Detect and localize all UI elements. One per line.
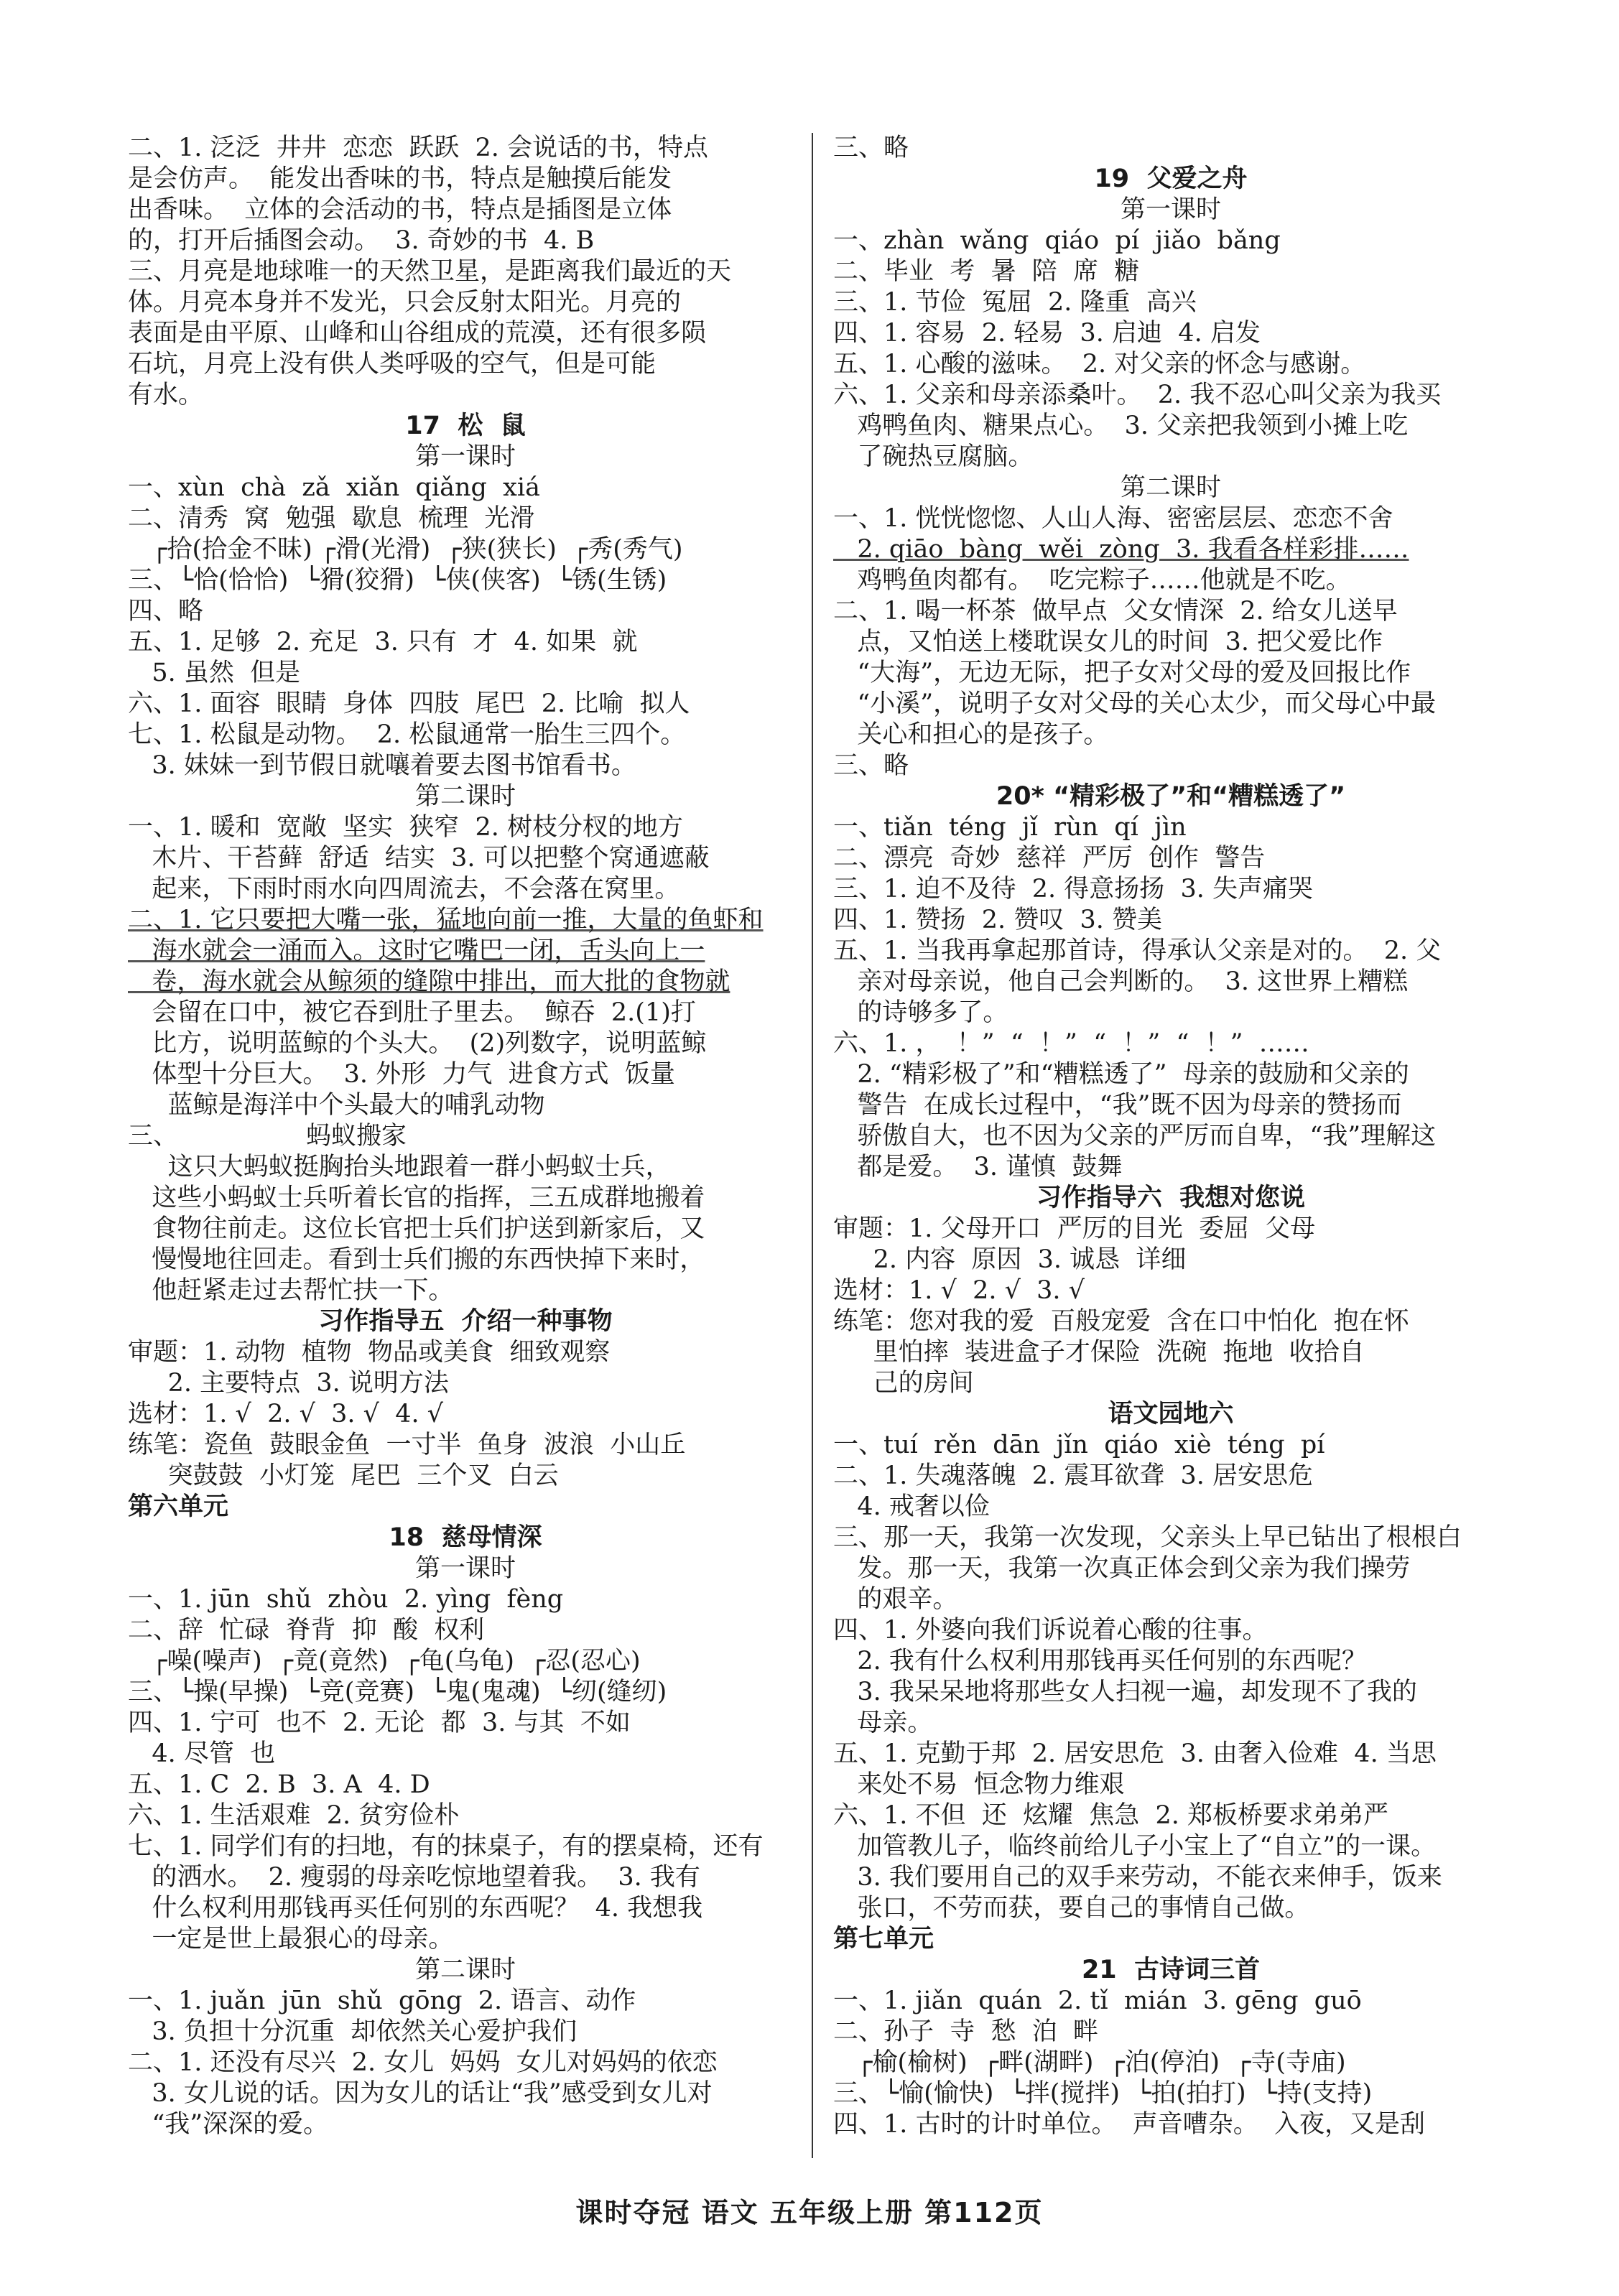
answer-line: 鸡鸭鱼肉都有。 吃完粽子……他就是不吃。 (833, 566, 1351, 595)
answer-line: 有水。 (128, 381, 204, 409)
answer-line: 了碗热豆腐脑。 (833, 442, 1034, 471)
answer-line: 二、辞 忙碌 脊背 抑 酸 权利 (128, 1616, 485, 1645)
answer-line: 五、1. C 2. B 3. A 4. D (128, 1770, 430, 1799)
answer-line: 一、tuí rěn dān jǐn qiáo xiè téng pí (833, 1431, 1325, 1459)
answer-line: 六、1. 不但 还 炫耀 焦急 2. 郑板桥要求弟弟严 (833, 1801, 1389, 1830)
section-title: 18 慈母情深 (389, 1523, 542, 1552)
answer-line: 四、1. 宁可 也不 2. 无论 都 3. 与其 不如 (128, 1709, 631, 1737)
answer-line: 突鼓鼓 小灯笼 尾巴 三个叉 白云 (128, 1461, 559, 1490)
unit-heading: 第六单元 (128, 1492, 229, 1521)
answer-line: 三、└恰(恰恰) └猾(狡猾) └侠(侠客) └锈(生锈) (128, 566, 667, 595)
answer-line: 2. 我有什么权利用那钱再买任何别的东西呢？ (833, 1647, 1367, 1675)
answer-line: 三、 蚂蚁搬家 (128, 1122, 407, 1151)
section-title: 21 古诗词三首 (1081, 1956, 1261, 1984)
answer-line: 二、1. 还没有尽兴 2. 女儿 妈妈 女儿对妈妈的依恋 (128, 2048, 718, 2077)
answer-line: 四、1. 古时的计时单位。 声音嘈杂。 入夜，又是刮 (833, 2110, 1426, 2139)
answer-line: 卷，海水就会从鲸须的缝隙中排出，而大批的食物就 (128, 967, 730, 996)
section-title: 习作指导五 介绍一种事物 (318, 1307, 613, 1336)
column-divider (812, 133, 813, 2158)
answer-line: 3. 妹妹一到节假日就嚷着要去图书馆看书。 (128, 751, 636, 780)
answer-line: 食物往前走。这位长官把士兵们护送到新家后，又 (128, 1214, 705, 1243)
answer-line: 三、1. 节俭 冤屈 2. 隆重 高兴 (833, 288, 1197, 317)
answer-line: 表面是由平原、山峰和山谷组成的荒漠，还有很多陨 (128, 319, 707, 348)
answer-line: 六、1. 生活艰难 2. 贫穷俭朴 (128, 1801, 460, 1830)
answer-line: 的诗够多了。 (833, 998, 1008, 1027)
section-title: 语文园地六 (1108, 1400, 1234, 1428)
answer-line: 一定是世上最狠心的母亲。 (128, 1925, 454, 1953)
answer-line: 五、1. 当我再拿起那首诗，得承认父亲是对的。 2. 父 (833, 936, 1442, 965)
answer-line: “大海”，无边无际，把子女对父母的爱及回报比作 (833, 659, 1411, 687)
right-column (833, 133, 1508, 2140)
answer-line: 体。月亮本身并不发光，只会反射太阳光。月亮的 (128, 288, 682, 317)
answer-line: 七、1. 同学们有的扫地，有的抹桌子，有的摆桌椅，还有 (128, 1832, 764, 1861)
answer-line: 一、1. 恍恍惚惚、人山人海、密密层层、恋恋不舍 (833, 504, 1393, 533)
answer-line: 六、1. 父亲和母亲添桑叶。 2. 我不忍心叫父亲为我买 (833, 381, 1442, 409)
answer-line: 母亲。 (833, 1709, 933, 1737)
answer-line: 会留在口中，被它吞到肚子里去。 鲸吞 2.(1)打 (128, 998, 696, 1027)
answer-line: ┌拾(拾金不昧) ┌滑(光滑) ┌狭(狭长) ┌秀(秀气) (128, 535, 683, 564)
answer-line: 2. qiāo bàng wěi zòng 3. 我看各样彩排…… (833, 535, 1409, 564)
answer-line: 点，又怕送上楼耽误女儿的时间 3. 把父爱比作 (833, 628, 1383, 656)
answer-line: 四、1. 外婆向我们诉说着心酸的往事。 (833, 1616, 1268, 1645)
answer-line: 一、1. juǎn jūn shǔ gōng 2. 语言、动作 (128, 1986, 636, 2015)
answer-line: 六、1. ， ！” “ ！” “ ！” “ ！” …… (833, 1029, 1309, 1058)
answer-line: 选材：1. √ 2. √ 3. √ (833, 1276, 1085, 1305)
answer-line: 选材：1. √ 2. √ 3. √ 4. √ (128, 1400, 444, 1428)
answer-line: 一、1. jiǎn quán 2. tǐ mián 3. gēng guō (833, 1986, 1362, 2015)
answer-line: 比方，说明蓝鲸的个头大。 (2)列数字，说明蓝鲸 (128, 1029, 707, 1058)
answer-line: 加管教儿子，临终前给儿子小宝上了“自立”的一课。 (833, 1832, 1437, 1861)
answer-line: 的艰辛。 (833, 1585, 958, 1614)
answer-line: 三、那一天，我第一次发现，父亲头上早已钻出了根根白 (833, 1523, 1462, 1552)
answer-line: 四、1. 容易 2. 轻易 3. 启迪 4. 启发 (833, 319, 1261, 348)
answer-line: 练笔：瓷鱼 鼓眼金鱼 一寸半 鱼身 波浪 小山丘 (128, 1431, 686, 1459)
lesson-subtitle: 第一课时 (414, 442, 516, 471)
answer-line: 二、1. 它只要把大嘴一张，猛地向前一推，大量的鱼虾和 (128, 906, 764, 934)
answer-line: 六、1. 面容 眼睛 身体 四肢 尾巴 2. 比喻 拟人 (128, 689, 690, 718)
answer-line: 一、1. 暖和 宽敞 坚实 狭窄 2. 树枝分杈的地方 (128, 813, 684, 842)
answer-line: 的，打开后插图会动。 3. 奇妙的书 4. B (128, 226, 595, 255)
lesson-subtitle: 第二课时 (414, 782, 516, 811)
answer-line: 3. 我呆呆地将那些女人扫视一遍，却发现不了我的 (833, 1678, 1417, 1706)
answer-line: 木片、干苔藓 舒适 结实 3. 可以把整个窝通遮蔽 (128, 844, 710, 873)
answer-line: 的洒水。 2. 瘦弱的母亲吃惊地望着我。 3. 我有 (128, 1863, 700, 1892)
answer-line: “小溪”，说明子女对父母的关心太少，而父母心中最 (833, 689, 1437, 718)
answer-line: 是会仿声。 能发出香味的书，特点是触摸后能发 (128, 164, 672, 193)
answer-line: 发。那一天，我第一次真正体会到父亲为我们操劳 (833, 1554, 1411, 1583)
answer-line: 一、1. jūn shǔ zhòu 2. yìng fèng (128, 1585, 564, 1614)
answer-line: 五、1. 克勤于邦 2. 居安思危 3. 由奢入俭难 4. 当思 (833, 1739, 1437, 1768)
answer-line: 什么权利用那钱再买任何别的东西呢？ 4. 我想我 (128, 1894, 703, 1923)
left-column (128, 133, 803, 2140)
answer-line: 他赶紧走过去帮忙扶一下。 (128, 1276, 454, 1305)
answer-line: 一、xùn chà zǎ xiǎn qiǎng xiá (128, 473, 540, 502)
answer-line: 二、漂亮 奇妙 慈祥 严厉 创作 警告 (833, 844, 1266, 873)
answer-line: 二、1. 喝一杯茶 做早点 父女情深 2. 给女儿送早 (833, 597, 1398, 626)
answer-line: 4. 戒奢以俭 (833, 1492, 990, 1521)
answer-line: 警告 在成长过程中，“我”既不因为母亲的赞扬而 (833, 1091, 1402, 1120)
answer-line: 鸡鸭鱼肉、糖果点心。 3. 父亲把我领到小摊上吃 (833, 412, 1409, 440)
answer-line: 体型十分巨大。 3. 外形 力气 进食方式 饭量 (128, 1060, 675, 1089)
answer-line: ┌噪(噪声) ┌竟(竟然) ┌龟(乌龟) ┌忍(忍心) (128, 1647, 641, 1675)
answer-line: 慢慢地往回走。看到士兵们搬的东西快掉下来时， (128, 1245, 705, 1274)
answer-line: 4. 尽管 也 (128, 1739, 276, 1768)
lesson-subtitle: 第一课时 (1120, 195, 1221, 224)
answer-line: 三、└操(早操) └竞(竞赛) └鬼(鬼魂) └纫(缝纫) (128, 1678, 667, 1706)
answer-line: 四、1. 赞扬 2. 赞叹 3. 赞美 (833, 906, 1163, 934)
answer-line: 三、略 (833, 751, 909, 780)
answer-line: 石坑，月亮上没有供人类呼吸的空气，但是可能 (128, 350, 657, 378)
answer-line: “我”深深的爱。 (128, 2110, 329, 2139)
answer-line: 三、月亮是地球唯一的天然卫星，是距离我们最近的天 (128, 257, 732, 286)
answer-line: 2. 内容 原因 3. 诚恳 详细 (833, 1245, 1187, 1274)
answer-line: 三、└愉(愉快) └拌(搅拌) └拍(拍打) └持(支持) (833, 2079, 1373, 2108)
answer-line: 五、1. 心酸的滋味。 2. 对父亲的怀念与感谢。 (833, 350, 1366, 378)
answer-line: 审题：1. 父母开口 严厉的目光 委屈 父母 (833, 1214, 1316, 1243)
section-title: 17 松 鼠 (405, 412, 526, 440)
answer-line: 二、1. 泛泛 井井 恋恋 跃跃 2. 会说话的书，特点 (128, 134, 709, 162)
answer-line: 二、清秀 窝 勉强 歇息 梳理 光滑 (128, 504, 535, 533)
answer-line: 一、zhàn wǎng qiáo pí jiǎo bǎng (833, 226, 1281, 255)
unit-heading: 第七单元 (833, 1925, 934, 1953)
lesson-subtitle: 第二课时 (414, 1956, 516, 1984)
answer-line: 七、1. 松鼠是动物。 2. 松鼠通常一胎生三四个。 (128, 720, 686, 749)
answer-line: 这只大蚂蚁挺胸抬头地跟着一群小蚂蚁士兵， (128, 1153, 671, 1181)
lesson-subtitle: 第一课时 (414, 1554, 516, 1583)
answer-line: 张口，不劳而获，要自己的事情自己做。 (833, 1894, 1310, 1923)
page-footer: 课时夺冠 语文 五年级上册 第112页 (575, 2197, 1044, 2228)
answer-line: 四、略 (128, 597, 204, 626)
answer-line: 蓝鲸是海洋中个头最大的哺乳动物 (128, 1091, 545, 1120)
section-title: 19 父爱之舟 (1094, 164, 1248, 193)
answer-line: 里怕摔 装进盒子才保险 洗碗 拖地 收拾自 (833, 1338, 1365, 1367)
answer-line: 这些小蚂蚁士兵听着长官的指挥，三五成群地搬着 (128, 1184, 705, 1212)
answer-line: 海水就会一涌而入。这时它嘴巴一闭，舌头向上一 (128, 936, 705, 965)
answer-line: 关心和担心的是孩子。 (833, 720, 1109, 749)
answer-line: 3. 女儿说的话。因为女儿的话让“我”感受到女儿对 (128, 2079, 713, 2108)
answer-line: 2. 主要特点 3. 说明方法 (128, 1369, 449, 1398)
answer-line: 3. 负担十分沉重 却依然关心爱护我们 (128, 2017, 577, 2046)
answer-line: 二、孙子 寺 愁 泊 畔 (833, 2017, 1099, 2046)
answer-line: 己的房间 (833, 1369, 974, 1398)
answer-line: 出香味。 立体的会活动的书，特点是插图是立体 (128, 195, 672, 224)
section-title: 习作指导六 我想对您说 (1036, 1184, 1306, 1212)
lesson-subtitle: 第二课时 (1120, 473, 1221, 502)
answer-line: 五、1. 足够 2. 充足 3. 只有 才 4. 如果 就 (128, 628, 638, 656)
answer-line: 亲对母亲说，他自己会判断的。 3. 这世界上糟糕 (833, 967, 1409, 996)
answer-line: 一、tiǎn téng jǐ rùn qí jìn (833, 813, 1187, 842)
answer-line: 三、1. 迫不及待 2. 得意扬扬 3. 失声痛哭 (833, 875, 1314, 903)
answer-line: 二、1. 失魂落魄 2. 震耳欲聋 3. 居安思危 (833, 1461, 1314, 1490)
answer-line: 来处不易 恒念物力维艰 (833, 1770, 1125, 1799)
answer-line: 二、毕业 考 暑 陪 席 糖 (833, 257, 1140, 286)
answer-line: 3. 我们要用自己的双手来劳动，不能衣来伸手，饭来 (833, 1863, 1442, 1892)
answer-line: 骄傲自大，也不因为父亲的严厉而自卑，“我”理解这 (833, 1122, 1437, 1151)
answer-line: 审题：1. 动物 植物 物品或美食 细致观察 (128, 1338, 611, 1367)
answer-line: ┌榆(榆树) ┌畔(湖畔) ┌泊(停泊) ┌寺(寺庙) (833, 2048, 1346, 2077)
answer-line: 三、略 (833, 134, 909, 162)
section-title: 20* “精彩极了”和“糟糕透了” (996, 782, 1346, 811)
answer-line: 都是爱。 3. 谨慎 鼓舞 (833, 1153, 1123, 1181)
answer-line: 练笔：您对我的爱 百般宠爱 含在口中怕化 抱在怀 (833, 1307, 1409, 1336)
answer-line: 5. 虽然 但是 (128, 659, 301, 687)
answer-line: 起来，下雨时雨水向四周流去，不会落在窝里。 (128, 875, 680, 903)
answer-line: 2. “精彩极了”和“糟糕透了” 母亲的鼓励和父亲的 (833, 1060, 1409, 1089)
